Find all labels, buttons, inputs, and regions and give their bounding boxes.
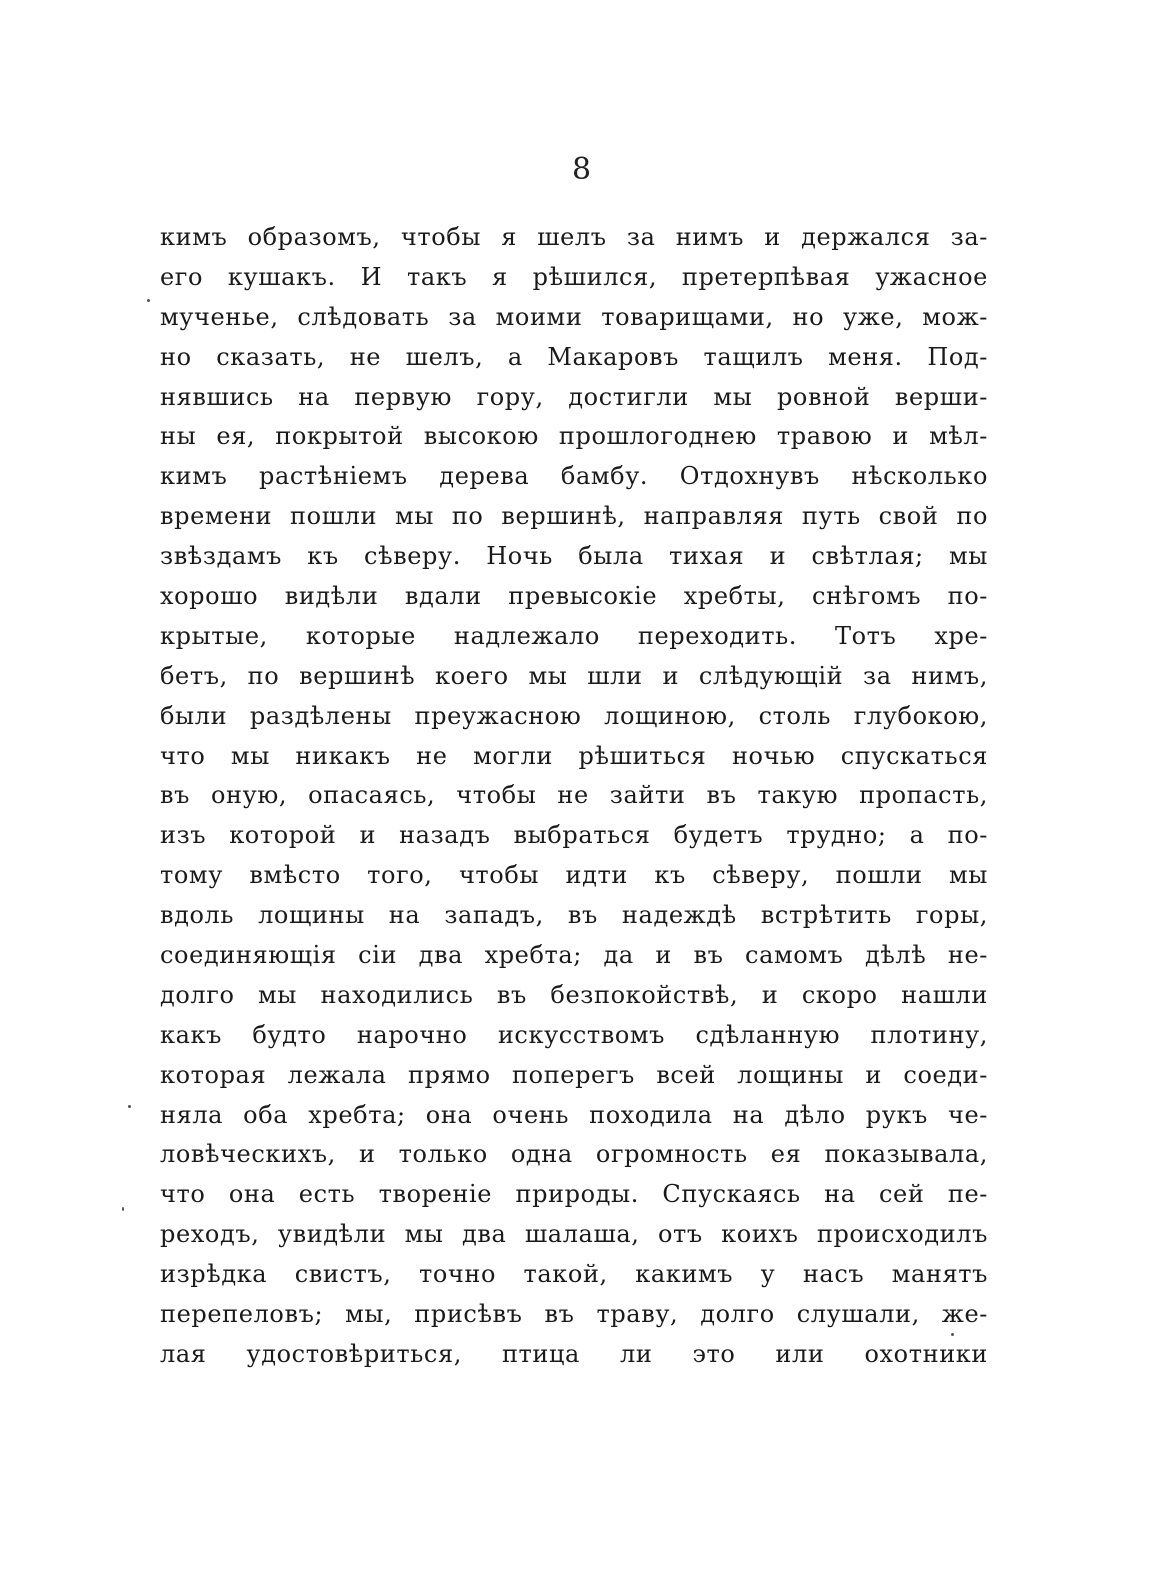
text-line: кимъ образомъ, чтобы я шелъ за нимъ и держался за-: [160, 223, 988, 251]
text-line: ны ея, покрытой высокою прошлогоднею травою и мѣл-: [160, 422, 988, 451]
text-line: какъ будто нарочно искусствомъ сдѣланную плотину,: [160, 1020, 988, 1049]
text-line: реходъ, увидѣли мы два шалаша, отъ коихъ происходилъ: [160, 1220, 988, 1249]
text-line: нявшись на первую гору, достигли мы ровной верши-: [160, 382, 988, 411]
scan-speck: [128, 1105, 131, 1108]
text-line: бетъ, по вершинѣ коего мы шли и слѣдующій за нимъ,: [160, 661, 988, 690]
text-line: которая лежала прямо поперегъ всей лощины и соеди-: [160, 1060, 988, 1089]
text-line: времени пошли мы по вершинѣ, направляя путь свой по: [160, 502, 988, 531]
text-line: что мы никакъ не могли рѣшиться ночью спускаться: [160, 741, 988, 770]
text-line: мученье, слѣдовать за моими товарищами, но уже, мож-: [160, 302, 988, 331]
scan-speck: [951, 1333, 954, 1336]
text-line: его кушакъ. И такъ я рѣшился, претерпѣвая ужасное: [160, 262, 988, 291]
text-line: перепеловъ; мы, присѣвъ въ траву, долго слушали, же-: [160, 1300, 988, 1329]
text-line: вдоль лощины на западъ, въ надеждѣ встрѣтить горы,: [160, 901, 988, 930]
text-line: крытые, которые надлежало переходить. Тотъ хре-: [160, 621, 988, 650]
text-line: кимъ растѣніемъ дерева бамбу. Отдохнувъ нѣсколько: [160, 462, 988, 491]
text-line: тому вмѣсто того, чтобы идти къ сѣверу, пошли мы: [160, 861, 988, 890]
text-line: хорошо видѣли вдали превысокіе хребты, снѣгомъ по-: [160, 582, 988, 611]
text-line: въ оную, опасаясь, чтобы не зайти въ такую пропасть,: [160, 781, 988, 810]
text-line: были раздѣлены преужасною лощиною, столь глубокою,: [160, 701, 988, 730]
page-number: 8: [571, 152, 592, 187]
text-line: что она есть твореніе природы. Спускаясь на сей пе-: [160, 1180, 988, 1209]
body-text: [160, 218, 988, 1375]
scan-speck: [147, 299, 150, 302]
text-line: няла оба хребта; она очень походила на дѣло рукъ че-: [160, 1100, 988, 1129]
text-line: изрѣдка свистъ, точно такой, какимъ у насъ манятъ: [160, 1260, 988, 1289]
scan-speck: [122, 1207, 124, 1211]
text-line: долго мы находились въ безпокойствѣ, и скоро нашли: [160, 980, 988, 1009]
text-line: лая удостовѣриться, птица ли это или охотники: [160, 1339, 988, 1368]
text-line: но сказать, не шелъ, а Макаровъ тащилъ меня. Под-: [160, 342, 988, 371]
text-line: ловѣческихъ, и только одна огромность ея показывала,: [160, 1140, 988, 1169]
text-line: изъ которой и назадъ выбраться будетъ трудно; а по-: [160, 821, 988, 850]
text-line: соединяющія сіи два хребта; да и въ самомъ дѣлѣ не-: [160, 941, 988, 970]
text-line: звѣздамъ къ сѣверу. Ночь была тихая и свѣтлая; мы: [160, 542, 988, 571]
